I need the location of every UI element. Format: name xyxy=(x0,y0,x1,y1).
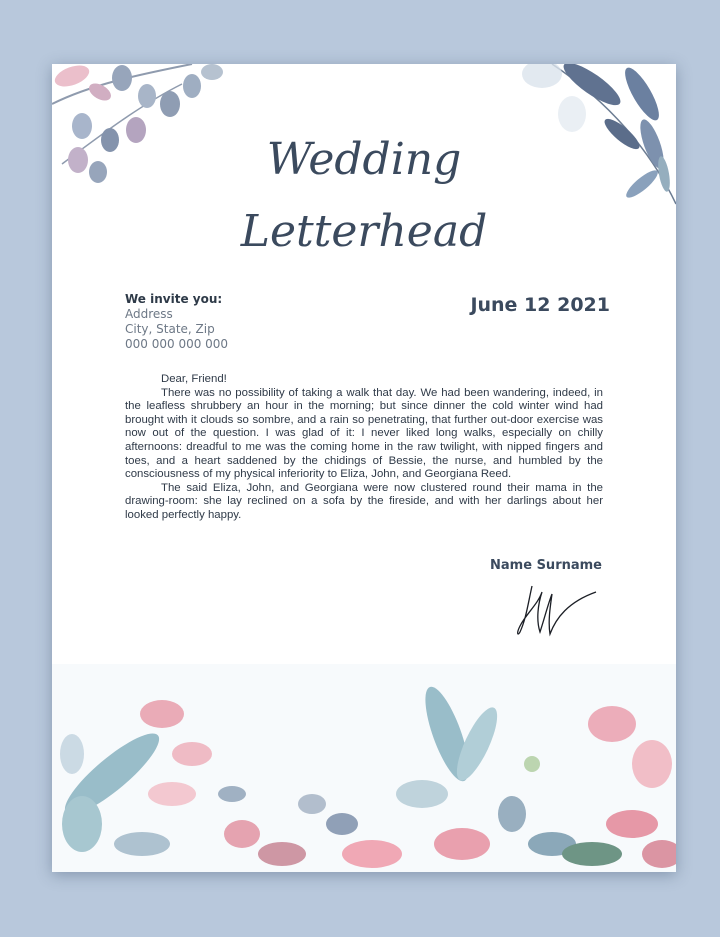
letter-date: June 12 2021 xyxy=(470,294,610,316)
letterhead-page xyxy=(52,64,676,872)
city-state-zip: City, State, Zip xyxy=(125,322,215,336)
address: Address xyxy=(125,307,173,321)
title-line-wedding: Wedding xyxy=(266,134,462,185)
letter-body xyxy=(125,373,603,523)
title-line-letterhead: Letterhead xyxy=(240,206,488,257)
paragraph: There was no possibility of taking a walk that day. We had been wandering, indeed, in the leafless shrubbery an hour in the morning; but since dinner the cold winter wind had brought with it clouds so sombre, and a rain so penetrating, that further out-door exercise was now out of the question. I was glad of it: I never liked long walks, especially on chilly afternoons: dreadful to me was the coming home in the raw twilight, with nipped fingers and toes, and a heart saddened by the chidings of Bessie, the nurse, and humbled by the consciousness of my physical inferiority to Eliza, John, and Georgiana Reed. xyxy=(125,386,603,481)
greeting: Dear, Friend! xyxy=(161,373,227,385)
invite-label: We invite you: xyxy=(125,292,223,306)
sender-block xyxy=(125,292,228,352)
phone: 000 000 000 000 xyxy=(125,337,229,351)
handwritten-signature xyxy=(512,574,602,644)
signer-name: Name Surname xyxy=(490,558,602,573)
paragraph: The said Eliza, John, and Georgiana were now clustered round their mama in the drawing-room: she lay reclined on a sofa by the fireside, and with her darlings about her looked perfectly happy. xyxy=(125,481,603,521)
